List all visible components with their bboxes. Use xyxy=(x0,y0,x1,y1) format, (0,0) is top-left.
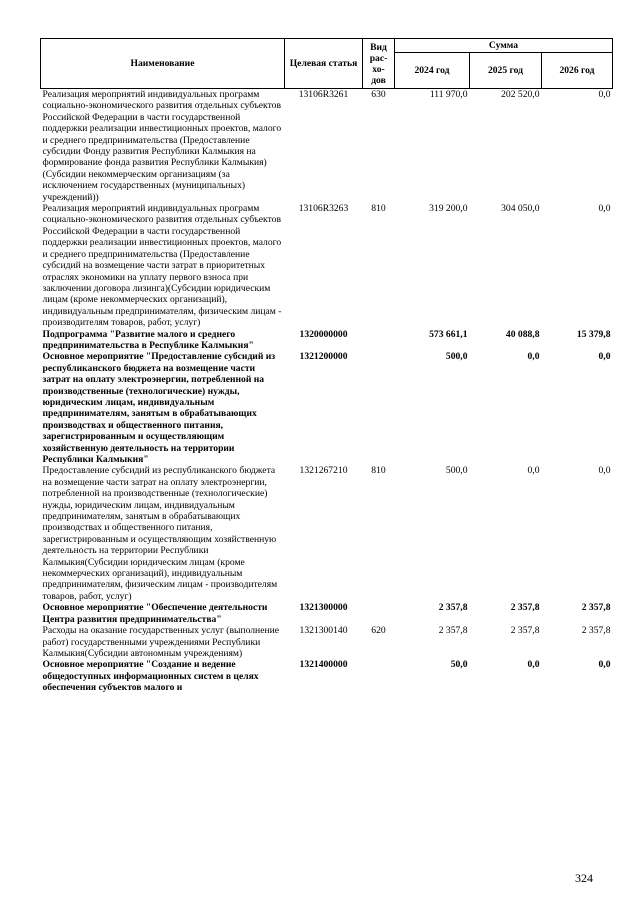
header-vid xyxy=(363,39,395,89)
row-name: Реализация мероприятий индивидуальных программ социально-экономического развития отдельных субъектов Российской Федерации в части государственной поддержки реализации инвестиционных проектов, малого и среднего предпринимательства (Предоставление субсидии Фонду развития Республики Калмыкия на формирование фонда развития Республики Калмыкия)(Субсидии некоммерческим организациям (за исключением государственных (муниципальных) учреждений)) xyxy=(42,89,282,203)
row-sum-2024: 500,0 xyxy=(445,465,468,477)
row-sum-2025: 304 050,0 xyxy=(501,203,540,215)
header-year-2026: 2026 год xyxy=(542,53,613,89)
table-row xyxy=(41,329,613,352)
row-sum-2025: 0,0 xyxy=(527,465,540,477)
row-expense-type xyxy=(363,351,395,465)
row-sum-2026: 0,0 xyxy=(598,659,611,671)
row-sum-2024: 319 200,0 xyxy=(429,203,468,215)
header-vid-line: дов xyxy=(371,74,386,86)
row-expense-type: 810 xyxy=(371,465,386,477)
document-page xyxy=(40,38,612,694)
row-sum-2025: 40 088,8 xyxy=(505,328,540,340)
row-expense-type xyxy=(363,329,395,352)
row-name: Подпрограмма "Развитие малого и среднего предпринимательства в Республике Калмыкия" xyxy=(42,328,254,351)
table-row xyxy=(41,465,613,602)
budget-table xyxy=(40,38,613,694)
row-sum-2024: 500,0 xyxy=(445,351,468,363)
row-expense-type xyxy=(363,659,395,693)
table-row xyxy=(41,625,613,659)
row-sum-2025: 2 357,8 xyxy=(510,602,540,614)
row-sum-2025: 0,0 xyxy=(527,659,540,671)
header-name: Наименование xyxy=(41,39,285,89)
row-sum-2024: 2 357,8 xyxy=(438,602,468,614)
table-row xyxy=(41,351,613,465)
row-name: Основное мероприятие "Предоставление субсидий из республиканского бюджета на возмещение части затрат на оплату электроэнергии, потребленной на производственные (технологические) нужды, юридическим лицам, индивидуальным предпринимателям, занятым в обрабатывающих производствах и общественного питания, зарегистрированным и осуществляющим хозяйственную деятельность на территории Республики Калмыкия" xyxy=(42,351,276,465)
table-header xyxy=(41,39,613,89)
header-vid-line: Вид xyxy=(370,41,387,53)
row-target-code: 1321300000 xyxy=(299,602,348,614)
row-name: Предоставление субсидий из республиканского бюджета на возмещение части затрат на оплату электроэнергии, потребленной на производственные (технологические) нужды, юридическим лицам, индивидуальным предпринимателям, занятым в обрабатывающих производствах и общественного питания, зарегистрированным и осуществляющим хозяйственную деятельность на территории Республики Калмыкия(Субсидии юридическим лицам (кроме некоммерческих организаций), индивидуальным предпринимателям, физическим лицам - производителям товаров, работ, услуг) xyxy=(42,465,278,602)
row-sum-2025: 0,0 xyxy=(527,351,540,363)
table-row xyxy=(41,602,613,625)
row-sum-2024: 50,0 xyxy=(450,659,468,671)
row-expense-type: 620 xyxy=(371,625,386,637)
table-row xyxy=(41,659,613,693)
row-expense-type xyxy=(363,602,395,625)
row-name: Основное мероприятие "Обеспечение деятельности Центра развития предпринимательства" xyxy=(42,602,268,625)
header-vid-line: рас- xyxy=(369,52,388,64)
row-name: Расходы на оказание государственных услуг (выполнение работ) государственными учреждениями Республики Калмыкия(Субсидии автономным учреждениям) xyxy=(42,625,279,659)
row-target-code: 13106R3261 xyxy=(298,89,349,100)
header-target: Целевая статья xyxy=(285,39,363,89)
row-target-code: 1321300140 xyxy=(299,625,348,637)
table-row xyxy=(41,203,613,328)
row-sum-2026: 0,0 xyxy=(598,351,611,363)
row-target-code: 1321400000 xyxy=(299,659,348,671)
row-name: Реализация мероприятий индивидуальных программ социально-экономического развития отдельных субъектов Российской Федерации в части государственной поддержки реализации инвестиционных проектов, малого и среднего предпринимательства (Предоставление субсидий на возмещение части затрат в приоритетных отраслях экономики на уплату первого взноса при заключении договора лизинга)(Субсидии юридическим лицам (кроме некоммерческих организаций), индивидуальным предпринимателям, физическим лицам - производителям товаров, работ, услуг) xyxy=(42,203,282,329)
row-expense-type: 810 xyxy=(371,203,386,215)
row-sum-2026: 2 357,8 xyxy=(581,602,611,614)
row-sum-2024: 573 661,1 xyxy=(429,328,468,340)
page-number: 324 xyxy=(575,871,593,885)
row-sum-2026: 0,0 xyxy=(598,203,611,215)
row-target-code: 1321267210 xyxy=(299,465,348,477)
row-sum-2026: 15 379,8 xyxy=(576,328,611,340)
row-sum-2025: 2 357,8 xyxy=(510,625,540,637)
header-year-2024: 2024 год xyxy=(395,53,470,89)
row-sum-2024: 111 970,0 xyxy=(429,89,468,100)
table-row xyxy=(41,89,613,204)
table-body xyxy=(41,89,613,694)
row-name: Основное мероприятие "Создание и ведение общедоступных информационных систем в целях обеспечения субъектов малого и xyxy=(42,659,259,694)
header-sum: Сумма xyxy=(395,39,613,53)
row-sum-2024: 2 357,8 xyxy=(438,625,468,637)
row-sum-2026: 0,0 xyxy=(598,465,611,477)
row-expense-type: 630 xyxy=(371,89,386,100)
header-year-2025: 2025 год xyxy=(470,53,542,89)
row-sum-2025: 202 520,0 xyxy=(501,89,540,100)
header-vid-line: хо- xyxy=(372,63,385,75)
row-target-code: 13106R3263 xyxy=(298,203,349,215)
row-target-code: 1320000000 xyxy=(299,328,348,340)
row-sum-2026: 2 357,8 xyxy=(581,625,611,637)
row-target-code: 1321200000 xyxy=(299,351,348,363)
row-sum-2026: 0,0 xyxy=(598,89,611,100)
